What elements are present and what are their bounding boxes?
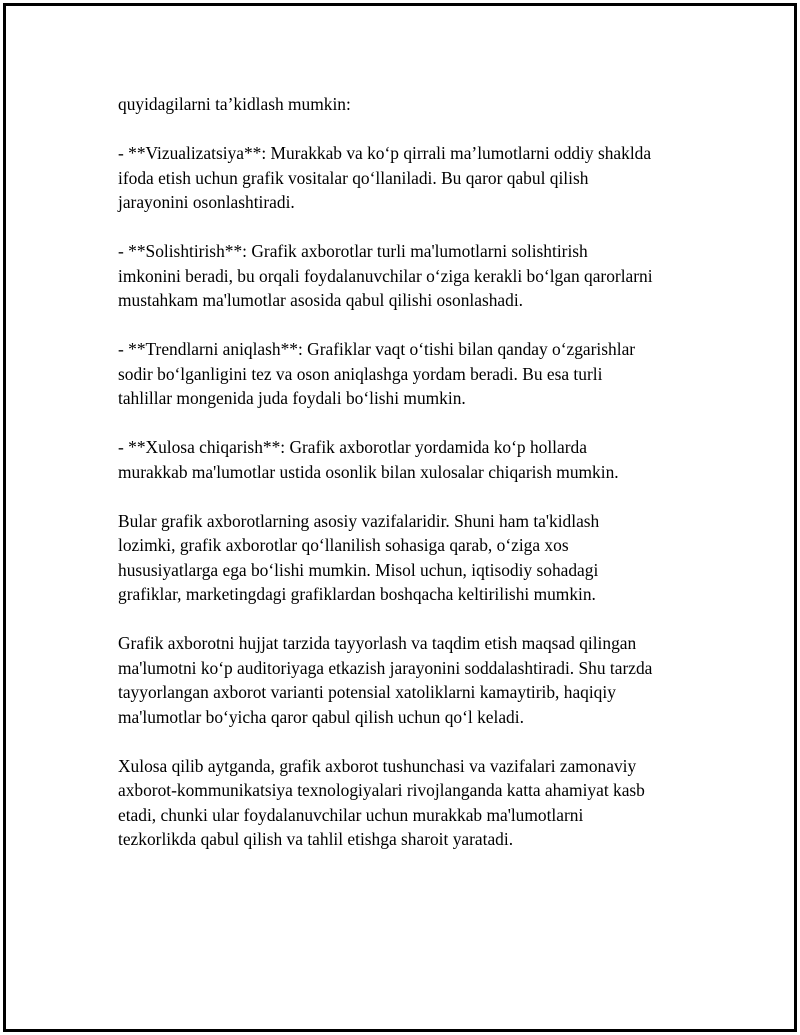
paragraph-trends <box>118 337 698 411</box>
text-line: etadi, chunki ular foydalanuvchilar uchun murakkab ma'lumotlarni <box>118 804 584 825</box>
paragraph-comparison <box>118 239 698 313</box>
text-line: ma'lumotlar bo‘yicha qaror qabul qilish uchun qo‘l keladi. <box>118 706 524 727</box>
text-line: - **Xulosa chiqarish**: Grafik axborotlar yordamida ko‘p hollarda <box>118 437 587 457</box>
text-line: - **Solishtirish**: Grafik axborotlar turli ma'lumotlarni solishtirish <box>118 241 588 261</box>
paragraph-document-preparation <box>118 631 698 729</box>
text-line: - **Vizualizatsiya**: Murakkab va ko‘p qirrali ma’lumotlarni oddiy shaklda <box>118 143 652 163</box>
paragraph-visualization <box>118 141 698 215</box>
paragraph-summary <box>118 754 698 852</box>
text-line: imkonini beradi, bu orqali foydalanuvchilar o‘ziga kerakli bo‘lgan qarorlarni <box>118 265 653 286</box>
text-line: jarayonini osonlashtiradi. <box>118 192 295 212</box>
document-body <box>118 92 698 876</box>
text-line: sodir bo‘lganligini tez va oson aniqlashga yordam beradi. Bu esa turli <box>118 363 603 384</box>
text-line: Bular grafik axborotlarning asosiy vazifalaridir. Shuni ham ta'kidlash <box>118 510 600 531</box>
text-line: tezkorlikda qabul qilish va tahlil etishga sharoit yaratadi. <box>118 829 514 849</box>
paragraph-main-functions <box>118 509 698 607</box>
text-line: tahlillar mongenida juda foydali bo‘lishi mumkin. <box>118 388 466 408</box>
text-line: ifoda etish uchun grafik vositalar qo‘llaniladi. Bu qaror qabul qilish <box>118 167 589 188</box>
text-line: Xulosa qilib aytganda, grafik axborot tushunchasi va vazifalari zamonaviy <box>118 755 637 776</box>
text-line: lozimki, grafik axborotlar qo‘llanilish sohasiga qarab, o‘ziga xos <box>118 535 569 555</box>
text-line: tayyorlangan axborot varianti potensial xatoliklarni kamaytirib, haqiqiy <box>118 682 616 702</box>
text-line: Grafik axborotni hujjat tarzida tayyorlash va taqdim etish maqsad qilingan <box>118 633 637 653</box>
text-line: hususiyatlarga ega bo‘lishi mumkin. Misol uchun, iqtisodiy sohadagi <box>118 559 599 580</box>
paragraph-intro <box>118 92 698 117</box>
text-line: axborot-kommunikatsiya texnologiyalari rivojlanganda katta ahamiyat kasb <box>118 780 645 800</box>
text-line: mustahkam ma'lumotlar asosida qabul qilishi osonlashadi. <box>118 290 523 310</box>
text-line: grafiklar, marketingdagi grafiklardan boshqacha keltirilishi mumkin. <box>118 584 596 604</box>
text-line: murakkab ma'lumotlar ustida osonlik bilan xulosalar chiqarish mumkin. <box>118 461 619 482</box>
text-line: quyidagilarni ta’kidlash mumkin: <box>118 94 351 114</box>
paragraph-conclusions <box>118 435 698 484</box>
text-line: - **Trendlarni aniqlash**: Grafiklar vaqt o‘tishi bilan qanday o‘zgarishlar <box>118 339 636 359</box>
text-line: ma'lumotni ko‘p auditoriyaga etkazish jarayonini soddalashtiradi. Shu tarzda <box>118 657 653 678</box>
